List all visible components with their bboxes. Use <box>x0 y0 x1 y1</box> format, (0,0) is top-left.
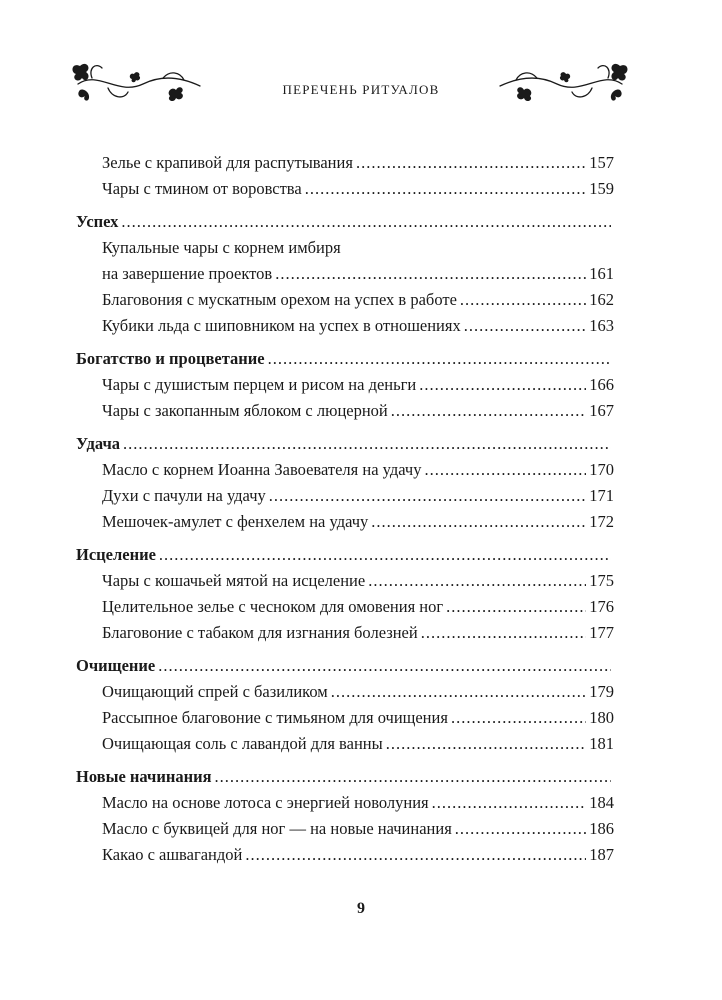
toc-entry-page: 162 <box>589 290 614 309</box>
toc-entry-page: 184 <box>589 793 614 812</box>
dot-leader <box>391 398 586 424</box>
toc-entry-title: Духи с пачули на удачу <box>102 486 266 505</box>
toc-entry-page: 166 <box>589 375 614 394</box>
toc-entry-title: Очищающий спрей с базиликом <box>102 682 328 701</box>
dot-leader <box>368 568 586 594</box>
toc-entry-page: 159 <box>589 179 614 198</box>
dot-leader <box>275 261 586 287</box>
dot-leader <box>432 790 587 816</box>
toc-section-title: Очищение <box>76 656 156 675</box>
dot-leader <box>464 313 587 339</box>
toc-entry-title: Благовоние с табаком для изгнания болезней <box>102 623 418 642</box>
dot-leader <box>159 542 611 568</box>
toc-entry <box>76 398 614 424</box>
toc-entry <box>76 457 614 483</box>
toc-entry-title: Масло с корнем Иоанна Завоевателя на удачу <box>102 460 422 479</box>
table-of-contents <box>76 150 614 868</box>
toc-entry-title: Чары с душистым перцем и рисом на деньги <box>102 375 417 394</box>
toc-entry <box>76 483 614 509</box>
toc-entry-title: Чары с тмином от воровства <box>102 179 302 198</box>
toc-entry-page: 186 <box>589 819 614 838</box>
toc-entry-page: 187 <box>589 845 614 864</box>
dot-leader <box>123 431 611 457</box>
toc-entry-title-line1: Купальные чары с корнем имбиря <box>102 238 341 257</box>
toc-entry <box>76 594 614 620</box>
dot-leader <box>446 594 586 620</box>
toc-entry <box>76 842 614 868</box>
toc-entry-page: 181 <box>589 734 614 753</box>
toc-entry-title: Мешочек-амулет с фенхелем на удачу <box>102 512 369 531</box>
toc-section-heading <box>76 542 614 568</box>
dot-leader <box>424 457 586 483</box>
toc-entry-page: 167 <box>589 401 614 420</box>
dot-leader <box>245 842 586 868</box>
toc-section-title: Богатство и процветание <box>76 349 265 368</box>
toc-entry <box>76 816 614 842</box>
toc-entry <box>76 313 614 339</box>
dot-leader <box>331 679 587 705</box>
toc-entry-page: 171 <box>589 486 614 505</box>
dot-leader <box>460 287 586 313</box>
toc-entry-title: Чары с закопанным яблоком с люцерной <box>102 401 388 420</box>
toc-entry <box>76 372 614 398</box>
toc-entry-title: на завершение проектов <box>102 264 273 283</box>
dot-leader <box>215 764 611 790</box>
running-title: ПЕРЕЧЕНЬ РИТУАЛОВ <box>282 82 440 97</box>
toc-entry-page: 179 <box>589 682 614 701</box>
toc-entry <box>76 568 614 594</box>
toc-entry <box>76 620 614 646</box>
toc-section-title: Удача <box>76 434 121 453</box>
dot-leader <box>356 150 586 176</box>
toc-section-heading <box>76 431 614 457</box>
toc-section-heading <box>76 209 614 235</box>
toc-entry <box>76 287 614 313</box>
toc-entry <box>76 679 614 705</box>
toc-section-heading <box>76 764 614 790</box>
toc-entry <box>76 790 614 816</box>
toc-entry-page: 172 <box>589 512 614 531</box>
page-header <box>0 56 722 116</box>
toc-section-heading <box>76 653 614 679</box>
dot-leader <box>451 705 586 731</box>
toc-entry-title: Рассыпное благовоние с тимьяном для очищения <box>102 708 448 727</box>
toc-entry-title: Благовония с мускатным орехом на успех в работе <box>102 290 457 309</box>
toc-section-title: Новые начинания <box>76 767 212 786</box>
toc-entry-title: Целительное зелье с чесноком для омовения ног <box>102 597 444 616</box>
vine-ornament-icon <box>492 56 632 112</box>
toc-entry-page: 157 <box>589 153 614 172</box>
toc-entry-title: Какао с ашвагандой <box>102 845 243 864</box>
dot-leader <box>268 346 611 372</box>
dot-leader <box>371 509 586 535</box>
toc-entry <box>76 235 614 287</box>
toc-entry-page: 176 <box>589 597 614 616</box>
toc-entry-title: Чары с кошачьей мятой на исцеление <box>102 571 366 590</box>
dot-leader <box>158 653 611 679</box>
toc-entry-page: 161 <box>589 264 614 283</box>
dot-leader <box>305 176 587 202</box>
toc-entry-title: Кубики льда с шиповником на успех в отношениях <box>102 316 461 335</box>
toc-entry-title: Зелье с крапивой для распутывания <box>102 153 353 172</box>
toc-entry-page: 180 <box>589 708 614 727</box>
toc-entry-page: 177 <box>589 623 614 642</box>
dot-leader <box>419 372 586 398</box>
toc-entry-page: 175 <box>589 571 614 590</box>
toc-entry-page: 163 <box>589 316 614 335</box>
toc-entry-title: Масло с буквицей для ног — на новые начинания <box>102 819 452 838</box>
toc-section-heading <box>76 346 614 372</box>
dot-leader <box>455 816 586 842</box>
toc-section-title: Успех <box>76 212 119 231</box>
toc-entry <box>76 509 614 535</box>
dot-leader <box>121 209 611 235</box>
toc-entry-title: Масло на основе лотоса с энергией новолуния <box>102 793 429 812</box>
toc-entry <box>76 176 614 202</box>
toc-entry <box>76 731 614 757</box>
toc-entry-page: 170 <box>589 460 614 479</box>
toc-entry-title: Очищающая соль с лавандой для ванны <box>102 734 383 753</box>
toc-section-title: Исцеление <box>76 545 156 564</box>
dot-leader <box>386 731 587 757</box>
page-number: 9 <box>357 900 365 917</box>
dot-leader <box>269 483 586 509</box>
toc-entry <box>76 705 614 731</box>
dot-leader <box>421 620 587 646</box>
toc-entry <box>76 150 614 176</box>
